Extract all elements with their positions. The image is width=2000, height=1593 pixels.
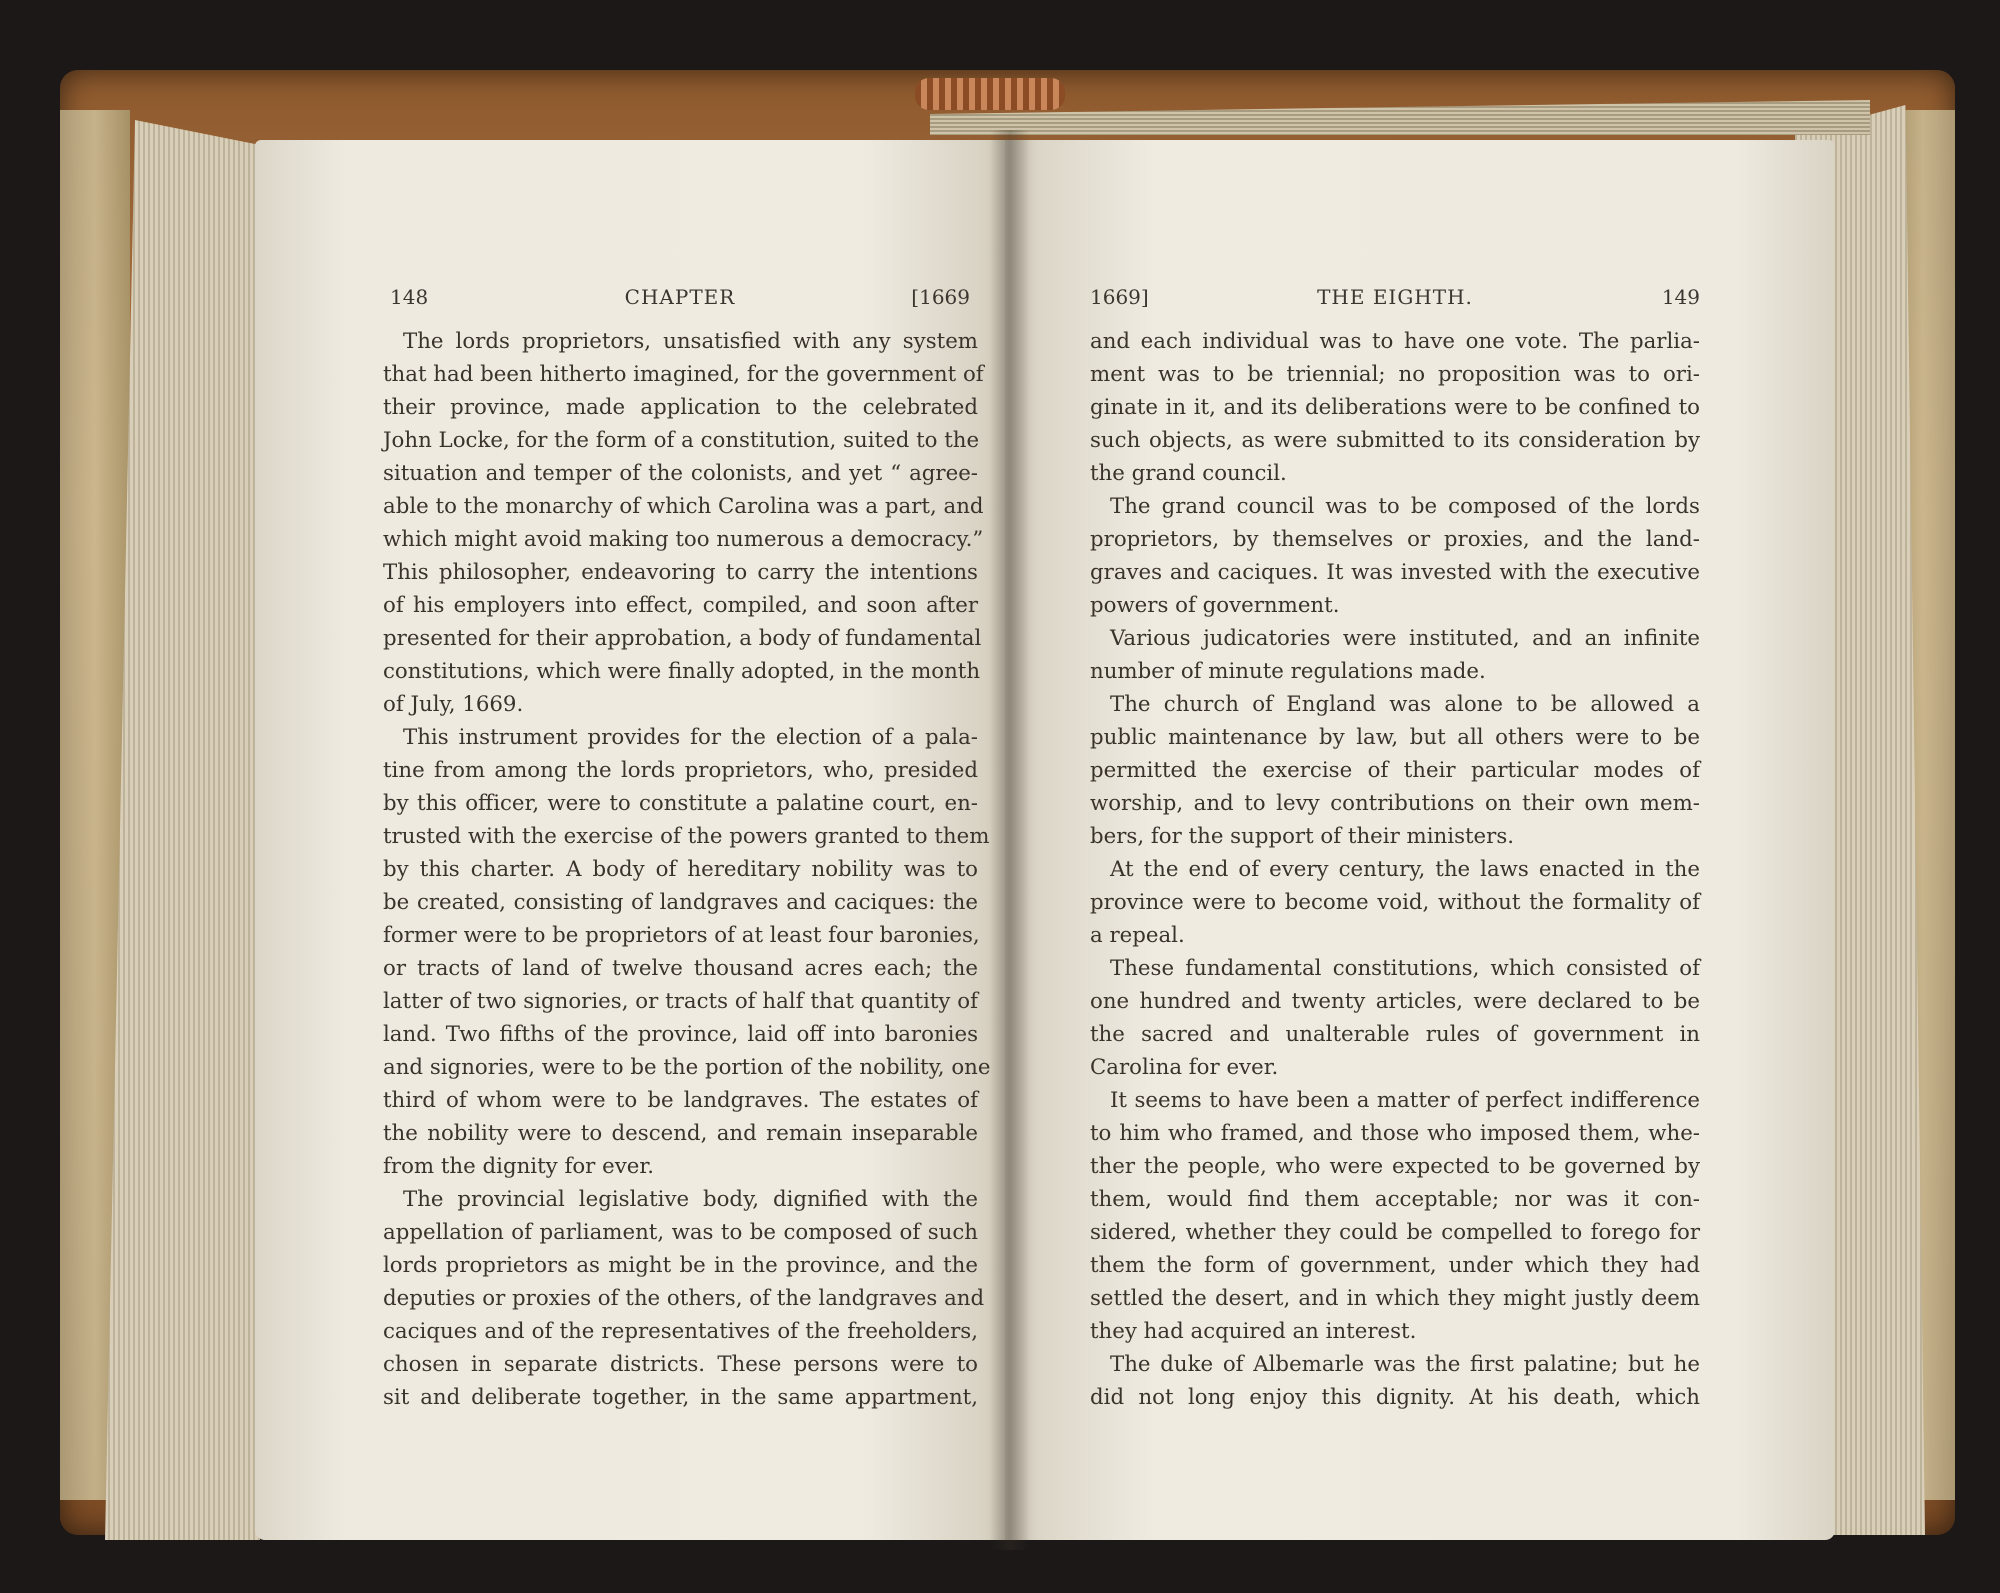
text-line: This instrument provides for the election of a pala- <box>403 725 978 750</box>
text-line: The grand council was to be composed of the lords <box>1110 494 1700 519</box>
text-line: trusted with the exercise of the powers granted to them <box>383 824 990 849</box>
text-line: sidered, whether they could be compelled to forego for <box>1090 1220 1700 1245</box>
text-line: constitutions, which were finally adopted, in the month <box>383 659 981 684</box>
right-page-header <box>1090 285 1700 325</box>
book-gutter <box>990 130 1030 1550</box>
text-line: This philosopher, endeavoring to carry the intentions <box>383 560 978 585</box>
text-line: latter of two signories, or tracts of half that quantity of <box>383 989 978 1014</box>
text-line: be created, consisting of landgraves and caciques: the <box>383 890 978 915</box>
text-line: permitted the exercise of their particular modes of <box>1090 758 1700 783</box>
text-line: At the end of every century, the laws enacted in the <box>1110 857 1700 882</box>
text-line: that had been hitherto imagined, for the government of <box>383 362 984 387</box>
text-line: worship, and to levy contributions on their own mem- <box>1090 791 1700 816</box>
right-page <box>1005 140 1835 1540</box>
left-page-body <box>383 325 991 1414</box>
text-line: appellation of parliament, was to be composed of such <box>383 1220 978 1245</box>
text-line: and signories, were to be the portion of the nobility, one <box>383 1055 991 1080</box>
text-line: them, would find them acceptable; nor was it con- <box>1090 1187 1700 1212</box>
text-line: Carolina for ever. <box>1090 1055 1279 1080</box>
text-line: graves and caciques. It was invested with the executive <box>1090 560 1700 585</box>
left-page <box>255 140 1015 1540</box>
text-line: which might avoid making too numerous a democracy.” <box>383 527 984 552</box>
right-page-body <box>1090 325 1700 1414</box>
running-head: CHAPTER <box>624 285 736 309</box>
text-line: number of minute regulations made. <box>1090 659 1486 684</box>
text-line: ginate in it, and its deliberations were to be confined to <box>1090 395 1700 420</box>
text-line: able to the monarchy of which Carolina was a part, and <box>383 494 984 519</box>
text-line: province were to become void, without the formality of <box>1090 890 1700 915</box>
text-line: ment was to be triennial; no proposition was to ori- <box>1090 362 1700 387</box>
left-page-header <box>390 285 970 325</box>
text-line: them the form of government, under which they had <box>1090 1253 1700 1278</box>
text-line: bers, for the support of their ministers. <box>1090 824 1515 849</box>
text-line: tine from among the lords proprietors, who, presided <box>383 758 978 783</box>
text-line: third of whom were to be landgraves. The estates of <box>383 1088 978 1113</box>
text-line: former were to be proprietors of at least four baronies, <box>383 923 980 948</box>
text-line: deputies or proxies of the others, of the landgraves and <box>383 1286 985 1311</box>
text-line: ther the people, who were expected to be governed by <box>1090 1154 1700 1179</box>
text-line: of his employers into effect, compiled, and soon after <box>383 593 978 618</box>
text-line: of July, 1669. <box>383 692 524 717</box>
text-line: sit and deliberate together, in the same appartment, <box>383 1385 978 1410</box>
text-line: did not long enjoy this dignity. At his death, which <box>1090 1385 1700 1410</box>
text-line: they had acquired an interest. <box>1090 1319 1417 1344</box>
text-line: Various judicatories were instituted, and an infinite <box>1110 626 1700 651</box>
spine-headband <box>915 78 1065 110</box>
text-line: land. Two fifths of the province, laid off into baronies <box>383 1022 978 1047</box>
text-line: to him who framed, and those who imposed them, whe- <box>1090 1121 1700 1146</box>
text-line: powers of government. <box>1090 593 1340 618</box>
text-line: the sacred and unalterable rules of government in <box>1090 1022 1700 1047</box>
running-head: THE EIGHTH. <box>1317 285 1473 309</box>
text-line: settled the desert, and in which they might justly deem <box>1090 1286 1700 1311</box>
text-line: The church of England was alone to be allowed a <box>1110 692 1700 717</box>
text-line: and each individual was to have one vote. The parlia- <box>1090 329 1700 354</box>
text-line: The provincial legislative body, dignified with the <box>403 1187 978 1212</box>
text-line: It seems to have been a matter of perfect indifference <box>1110 1088 1700 1113</box>
text-line: the nobility were to descend, and remain inseparable <box>383 1121 978 1146</box>
page-number: 149 <box>1661 285 1700 309</box>
text-line: caciques and of the representatives of the freeholders, <box>383 1319 978 1344</box>
running-year: [1669 <box>911 285 970 309</box>
text-line: proprietors, by themselves or proxies, and the land- <box>1090 527 1700 552</box>
text-line: The lords proprietors, unsatisfied with any system <box>403 329 978 354</box>
text-line: one hundred and twenty articles, were declared to be <box>1090 989 1700 1014</box>
page-number: 148 <box>390 285 429 309</box>
running-year: 1669] <box>1090 285 1149 309</box>
text-line: by this charter. A body of hereditary nobility was to <box>383 857 978 882</box>
text-line: the grand council. <box>1090 461 1287 486</box>
text-line: presented for their approbation, a body of fundamental <box>383 626 982 651</box>
text-line: situation and temper of the colonists, and yet “ agree- <box>383 461 978 486</box>
text-line: These fundamental constitutions, which consisted of <box>1110 956 1700 981</box>
text-line: from the dignity for ever. <box>383 1154 654 1179</box>
text-line: such objects, as were submitted to its consideration by <box>1090 428 1700 453</box>
text-line: lords proprietors as might be in the province, and the <box>383 1253 978 1278</box>
text-line: public maintenance by law, but all others were to be <box>1090 725 1700 750</box>
text-line: The duke of Albemarle was the first palatine; but he <box>1110 1352 1700 1377</box>
text-line: chosen in separate districts. These persons were to <box>383 1352 978 1377</box>
text-line: by this officer, were to constitute a palatine court, en- <box>383 791 978 816</box>
text-line: a repeal. <box>1090 923 1185 948</box>
text-line: or tracts of land of twelve thousand acres each; the <box>383 956 978 981</box>
text-line: their province, made application to the celebrated <box>383 395 978 420</box>
text-line: John Locke, for the form of a constitution, suited to the <box>383 428 980 453</box>
